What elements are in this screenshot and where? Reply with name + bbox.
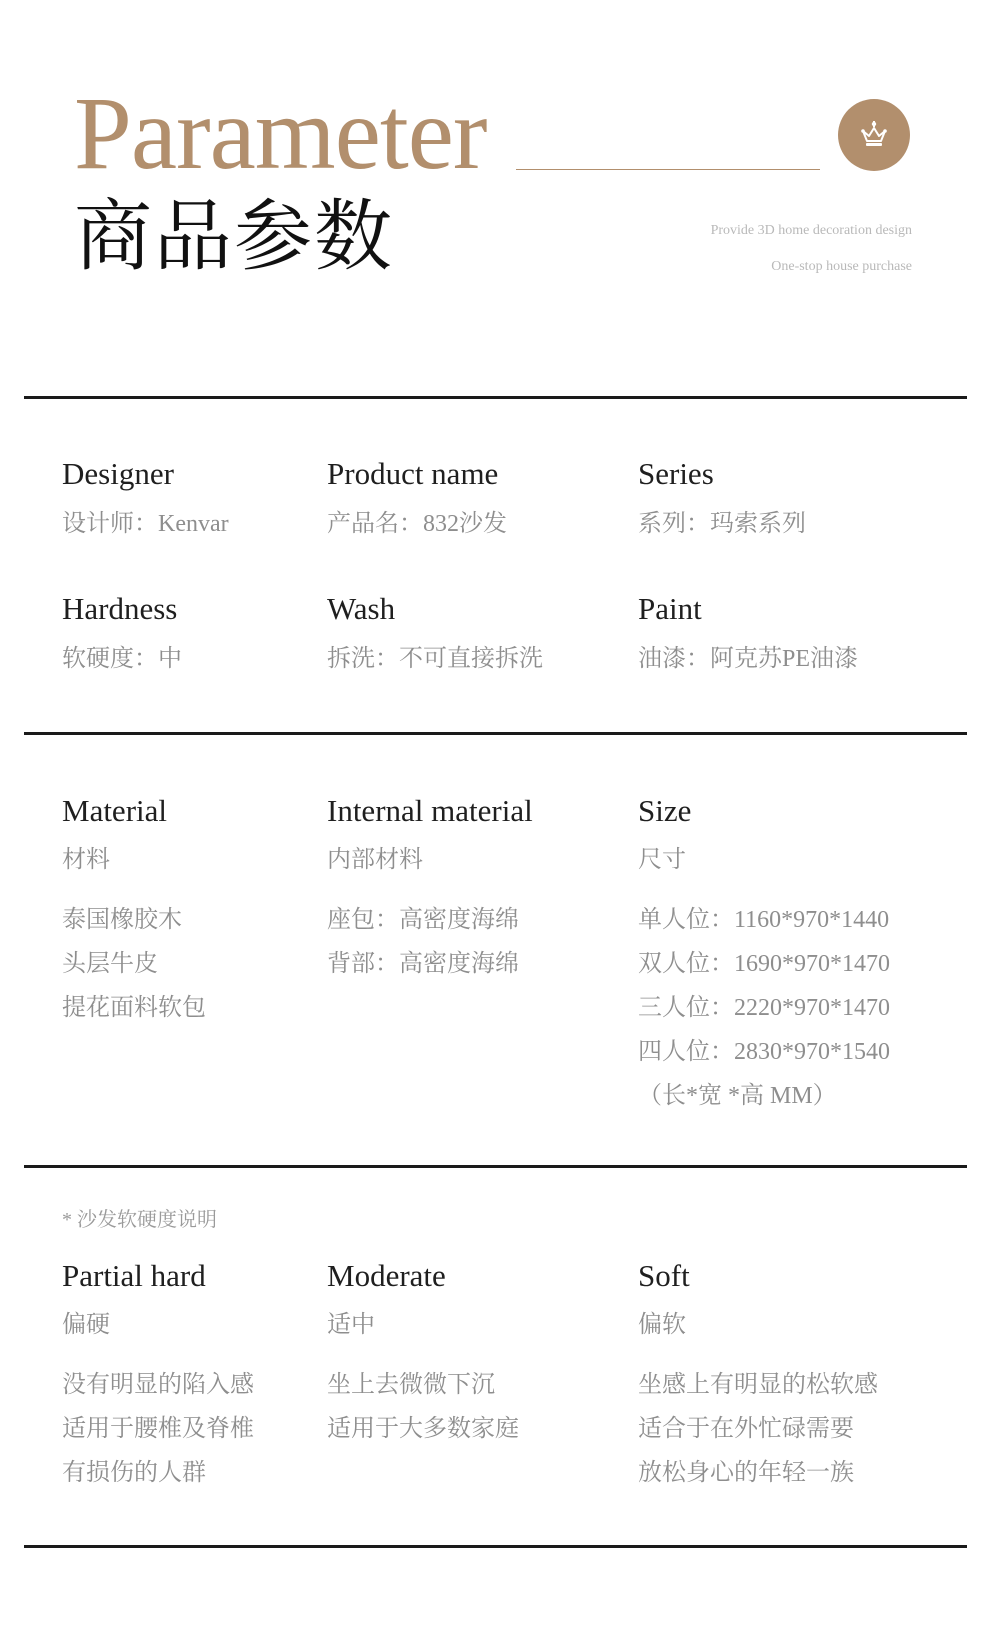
tagline-purchase: One-stop house purchase xyxy=(771,259,912,274)
product-name-label: Product name xyxy=(327,456,499,491)
divider xyxy=(24,396,967,399)
internal-material-label: Internal material xyxy=(327,793,533,828)
list-item: 三人位：2220*970*1470 xyxy=(638,995,890,1021)
series-label: Series xyxy=(638,456,714,491)
title-underline xyxy=(516,169,820,170)
soft-label: Soft xyxy=(638,1258,690,1293)
size-list xyxy=(638,898,890,1118)
size-label: Size xyxy=(638,793,692,828)
moderate-list xyxy=(327,1363,519,1451)
wash-value: 拆洗：不可直接拆洗 xyxy=(327,646,543,672)
list-item: 没有明显的陷入感 xyxy=(62,1372,254,1398)
list-item: 单人位：1160*970*1440 xyxy=(638,907,890,933)
hardness-value: 软硬度：中 xyxy=(62,646,182,672)
list-item: 提花面料软包 xyxy=(62,995,206,1021)
list-item: 有损伤的人群 xyxy=(62,1460,206,1486)
list-item: 座包：高密度海绵 xyxy=(327,907,519,933)
size-label-cn: 尺寸 xyxy=(638,847,686,873)
page-title-cn: 商品参数 xyxy=(74,193,395,280)
list-item: 背部：高密度海绵 xyxy=(327,951,519,977)
moderate-label-cn: 适中 xyxy=(327,1312,375,1338)
designer-value: 设计师：Kenvar xyxy=(62,511,229,537)
material-label-cn: 材料 xyxy=(62,847,110,873)
page-title-en: Parameter xyxy=(74,76,487,191)
list-item: 坐上去微微下沉 xyxy=(327,1372,495,1398)
series-value: 系列：玛索系列 xyxy=(638,511,806,537)
soft-list xyxy=(638,1363,878,1495)
divider xyxy=(24,1165,967,1168)
list-item: 双人位：1690*970*1470 xyxy=(638,951,890,977)
softness-note: * 沙发软硬度说明 xyxy=(62,1209,217,1231)
wash-label: Wash xyxy=(327,591,396,626)
material-label: Material xyxy=(62,793,168,828)
list-item: 适用于大多数家庭 xyxy=(327,1416,519,1442)
partial-hard-label: Partial hard xyxy=(62,1258,206,1293)
soft-label-cn: 偏软 xyxy=(638,1312,686,1338)
product-name-value: 产品名：832沙发 xyxy=(327,511,507,537)
designer-label: Designer xyxy=(62,456,174,491)
internal-material-label-cn: 内部材料 xyxy=(327,847,423,873)
paint-label: Paint xyxy=(638,591,702,626)
divider xyxy=(24,1545,967,1548)
crown-badge xyxy=(838,99,910,171)
partial-hard-list xyxy=(62,1363,254,1495)
crown-icon xyxy=(858,119,890,151)
list-item: 坐感上有明显的松软感 xyxy=(638,1372,878,1398)
hardness-label: Hardness xyxy=(62,591,178,626)
moderate-label: Moderate xyxy=(327,1258,446,1293)
internal-material-list xyxy=(327,898,519,986)
material-list xyxy=(62,898,206,1030)
list-item: 头层牛皮 xyxy=(62,951,158,977)
list-item: （长*宽 *高 MM） xyxy=(638,1083,837,1109)
tagline-design: Provide 3D home decoration design xyxy=(710,223,912,238)
partial-hard-label-cn: 偏硬 xyxy=(62,1312,110,1338)
list-item: 适用于腰椎及脊椎 xyxy=(62,1416,254,1442)
list-item: 四人位：2830*970*1540 xyxy=(638,1039,890,1065)
list-item: 放松身心的年轻一族 xyxy=(638,1460,854,1486)
divider xyxy=(24,732,967,735)
list-item: 泰国橡胶木 xyxy=(62,907,182,933)
paint-value: 油漆：阿克苏PE油漆 xyxy=(638,646,859,672)
list-item: 适合于在外忙碌需要 xyxy=(638,1416,854,1442)
